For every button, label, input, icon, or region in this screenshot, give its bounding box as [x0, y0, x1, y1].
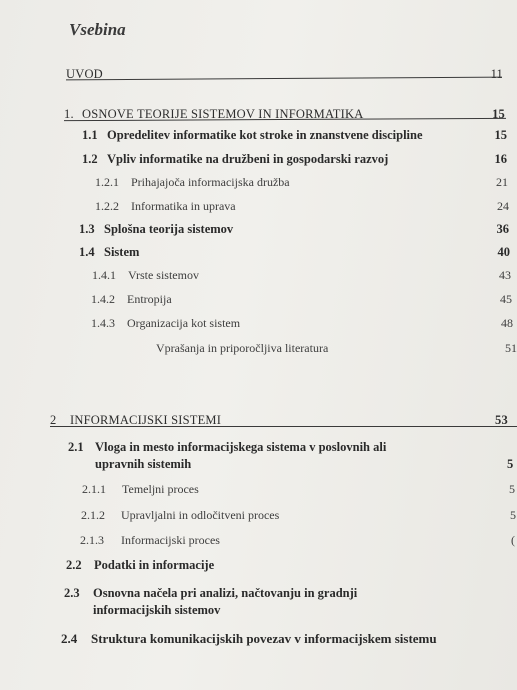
toc-entry-2-1-2 — [0, 508, 517, 524]
toc-entry-label: Organizacija kot sistem — [127, 316, 241, 330]
toc-entry-page: 5 — [509, 482, 515, 496]
toc-entry-page: 11 — [490, 67, 503, 81]
toc-entry-page: 15 — [492, 107, 505, 121]
toc-entry-2-1-cont — [0, 457, 517, 473]
toc-entry-1-2-1 — [0, 175, 517, 191]
toc-entry-number: 2.1.2 — [81, 508, 105, 522]
toc-entry-number: 1.1 — [82, 128, 98, 142]
toc-entry-page: 51 — [505, 341, 517, 355]
toc-entry-page: 53 — [495, 413, 508, 427]
toc-entry-label: Splošna teorija sistemov — [104, 222, 234, 236]
toc-entry-label: Vprašanja in priporočljiva literatura — [156, 341, 329, 355]
toc-entry-1-4-1 — [0, 268, 517, 284]
toc-entry-label: upravnih sistemih — [95, 457, 192, 471]
toc-entry-number: 1.4.2 — [91, 292, 115, 306]
toc-entry-page: 43 — [499, 268, 511, 282]
toc-entry-1-1 — [0, 128, 517, 144]
toc-entry-page: 45 — [500, 292, 512, 306]
toc-entry-number: 1.4 — [79, 245, 95, 259]
toc-entry-label: Entropija — [127, 292, 172, 306]
toc-entry-label: Opredelitev informatike kot stroke in znanstvene discipline — [107, 128, 423, 142]
toc-entry-1-4 — [0, 245, 517, 261]
toc-entry-label: Informatika in uprava — [131, 199, 236, 213]
toc-entry-page: 40 — [497, 245, 510, 259]
toc-entry-label: Vloga in mesto informacijskega sistema v poslovnih ali — [95, 440, 387, 454]
toc-entry-1-2 — [0, 152, 517, 168]
toc-entry-page: 5 — [510, 508, 516, 522]
toc-entry-label: Upravljalni in odločitveni proces — [121, 508, 280, 522]
toc-entry-number: 1. — [64, 107, 74, 121]
toc-entry-1-3 — [0, 222, 517, 238]
toc-entry-page: 16 — [494, 152, 507, 166]
toc-entry-label: INFORMACIJSKI SISTEMI — [70, 413, 222, 427]
toc-entry-page: 5 — [507, 457, 514, 471]
toc-entry-2-1 — [0, 440, 517, 456]
toc-entry-1-2-2 — [0, 199, 517, 215]
toc-entry-number: 1.4.1 — [92, 268, 116, 282]
toc-entry-number: 2.1.1 — [82, 482, 106, 496]
toc-entry-2-2 — [0, 558, 517, 574]
toc-entry-label: Prihajajoča informacijska družba — [131, 175, 290, 189]
toc-entry-page: 21 — [496, 175, 508, 189]
toc-entry-label: Vpliv informatike na družbeni in gospodarski razvoj — [107, 152, 389, 166]
toc-entry-number: 2.1.3 — [80, 533, 104, 547]
toc-entry-1-4-3 — [0, 316, 517, 332]
toc-entry-label: Temeljni proces — [122, 482, 199, 496]
toc-entry-number: 2.4 — [61, 631, 78, 646]
toc-entry-label: Vrste sistemov — [128, 268, 199, 282]
toc-entry-1-4-2 — [0, 292, 517, 308]
toc-entry-label: Sistem — [104, 245, 140, 259]
toc-entry-page: 15 — [494, 128, 507, 142]
page-title: Vsebina — [69, 20, 126, 39]
toc-entry-label: Informacijski proces — [121, 533, 220, 547]
toc-entry-2-4 — [0, 631, 517, 647]
toc-entry-number: 1.2 — [82, 152, 98, 166]
toc-entry-page: 24 — [497, 199, 509, 213]
toc-entry-label: informacijskih sistemov — [93, 603, 221, 617]
toc-entry-number: 1.3 — [79, 222, 95, 236]
chapter-underline — [50, 426, 517, 427]
toc-entry-label: Osnovna načela pri analizi, načtovanju in gradnji — [93, 586, 358, 600]
toc-entry-number: 1.4.3 — [91, 316, 115, 330]
toc-entry-page: ( — [511, 533, 515, 547]
toc-entry-number: 2 — [50, 413, 57, 427]
toc-entry-label: OSNOVE TEORIJE SISTEMOV IN INFORMATIKA — [82, 107, 364, 121]
toc-entry-questions — [0, 341, 517, 357]
toc-entry-page: 48 — [501, 316, 513, 330]
toc-entry-number: 1.2.1 — [95, 175, 119, 189]
toc-entry-label: Struktura komunikacijskih povezav v informacijskem sistemu — [91, 631, 437, 646]
toc-entry-number: 2.1 — [68, 440, 84, 454]
toc-entry-number: 2.3 — [64, 586, 80, 600]
toc-entry-2-1-3 — [0, 533, 517, 549]
toc-entry-uvod — [0, 67, 517, 83]
toc-entry-label: UVOD — [66, 67, 103, 81]
toc-entry-page: 36 — [496, 222, 509, 236]
toc-entry-label: Podatki in informacije — [94, 558, 215, 572]
toc-entry-number: 1.2.2 — [95, 199, 119, 213]
toc-entry-2-3-cont — [0, 603, 517, 619]
toc-entry-2-3 — [0, 586, 517, 602]
toc-entry-2-1-1 — [0, 482, 517, 498]
toc-entry-number: 2.2 — [66, 558, 82, 572]
